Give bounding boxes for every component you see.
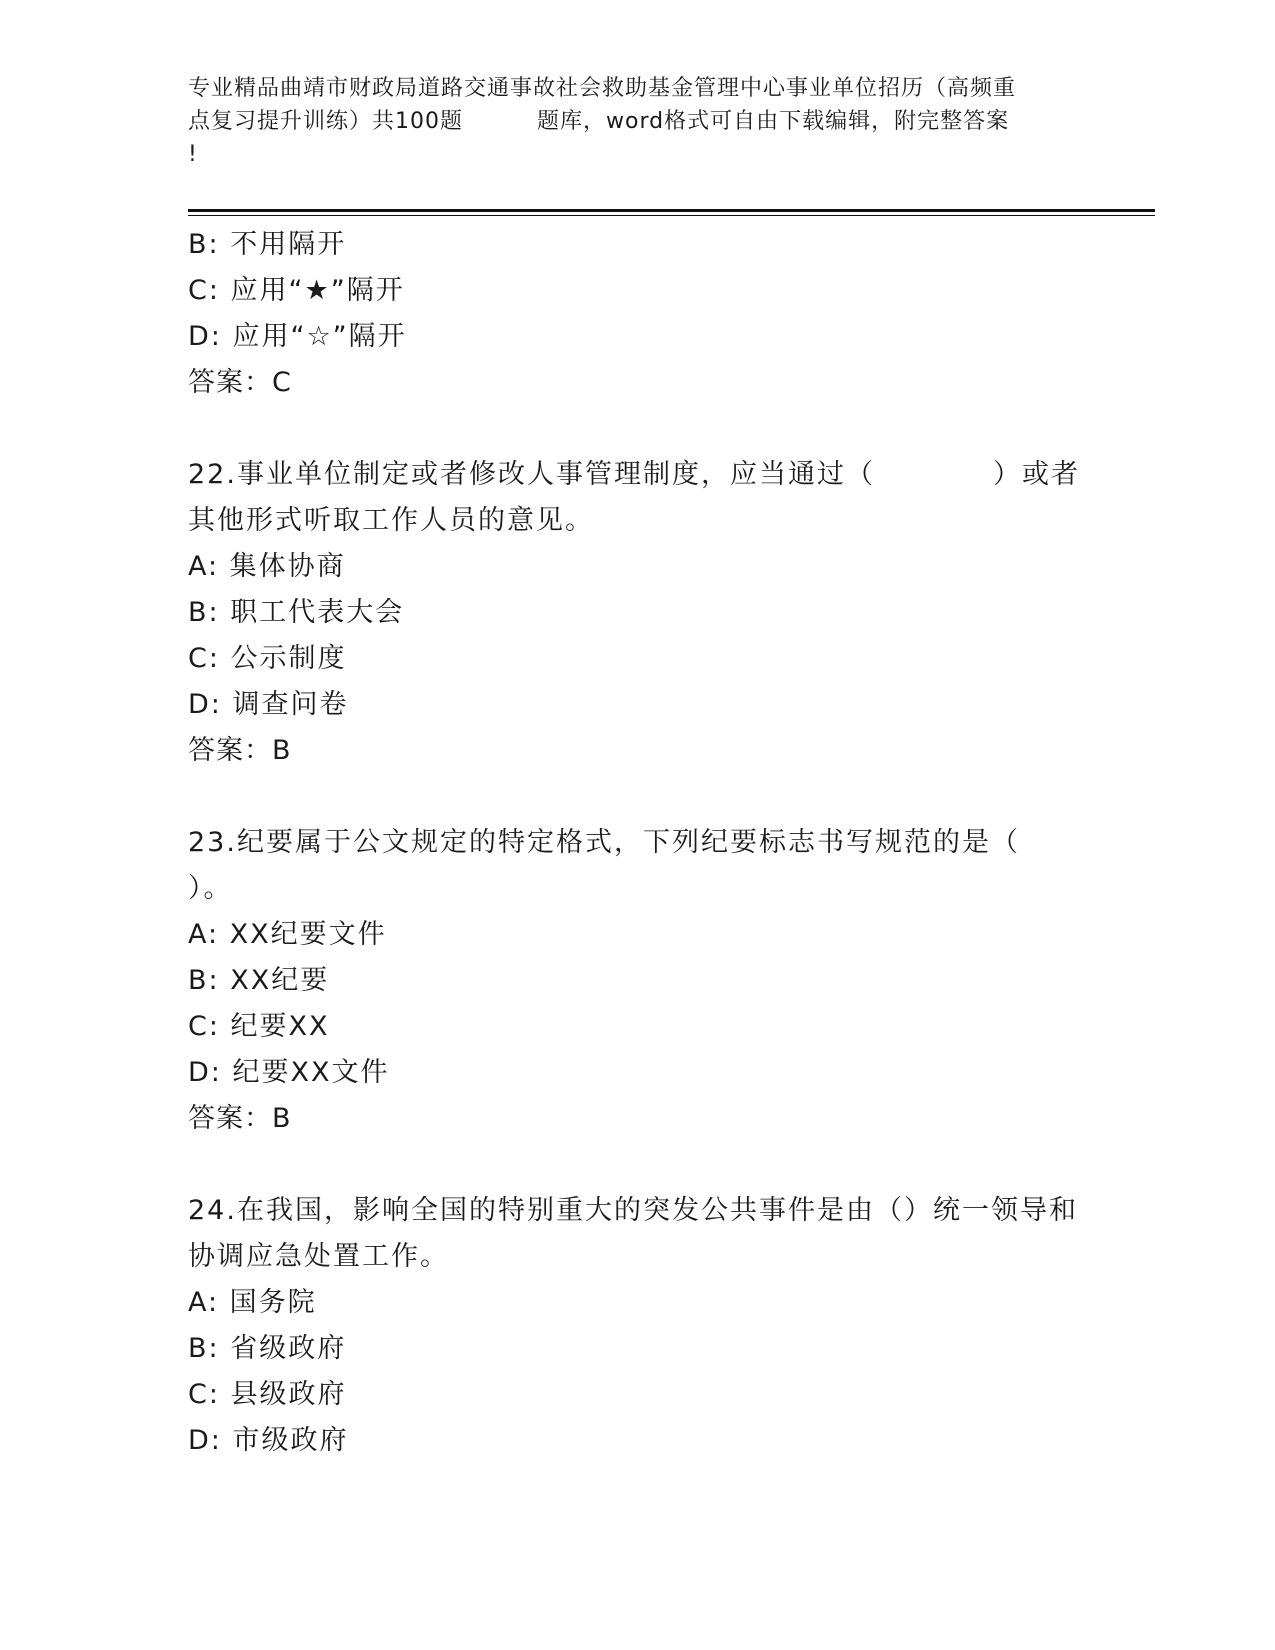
header-title-line-2b: 题库，word格式可自由下载编辑，附完整答案 [537,109,1010,134]
q21-option-c: C: 应用“★”隔开 [188,275,405,306]
q22-option-b: B: 职工代表大会 [188,597,405,628]
header-divider-thin [188,215,1155,216]
header-divider-thick [188,209,1155,212]
q22-text-line-1a: 22.事业单位制定或者修改人事管理制度，应当通过（ [188,459,875,490]
header-title-line-1: 专业精品曲靖市财政局道路交通事故社会救助基金管理中心事业单位招历（高频重 [188,76,1017,101]
q23-option-b: B: XX纪要 [188,965,330,996]
question-24 [188,1188,1088,1464]
q24-option-a: A: 国务院 [188,1287,317,1318]
q24-text-line-1: 24.在我国，影响全国的特别重大的突发公共事件是由（）统一领导和 [188,1195,1078,1226]
header-title-line-2 [188,105,1088,138]
question-23 [188,820,1088,1142]
q22-option-c: C: 公示制度 [188,643,347,674]
q23-answer: 答案：B [188,1103,292,1134]
header-title-line-2a: 点复习提升训练）共100题 [188,109,463,134]
header-title-line-3: ! [188,142,198,167]
q23-text-line-1: 23.纪要属于公文规定的特定格式，下列纪要标志书写规范的是（ [188,827,1020,858]
q21-answer: 答案：C [188,367,292,398]
q22-answer: 答案：B [188,735,292,766]
q23-option-a: A: XX纪要文件 [188,919,387,950]
q21-option-b: B: 不用隔开 [188,229,347,260]
q24-option-d: D: 市级政府 [188,1425,349,1456]
q24-option-c: C: 县级政府 [188,1379,347,1410]
q24-text-line-2: 协调应急处置工作。 [188,1241,449,1272]
q23-option-c: C: 纪要XX [188,1011,330,1042]
question-list [188,222,1088,1464]
q22-option-a: A: 集体协商 [188,551,346,582]
q22-text-line-2: 其他形式听取工作人员的意见。 [188,505,594,536]
q22-text-line-1b: ）或者 [992,459,1080,490]
q23-option-d: D: 纪要XX文件 [188,1057,390,1088]
question-22 [188,452,1088,774]
q24-option-b: B: 省级政府 [188,1333,347,1364]
question-21 [188,222,1088,406]
q22-text-line-1 [188,452,1088,498]
document-header [188,72,1088,171]
q22-option-d: D: 调查问卷 [188,689,349,720]
q23-text-line-2: ）。 [188,873,233,904]
q21-option-d: D: 应用“☆”隔开 [188,321,407,352]
